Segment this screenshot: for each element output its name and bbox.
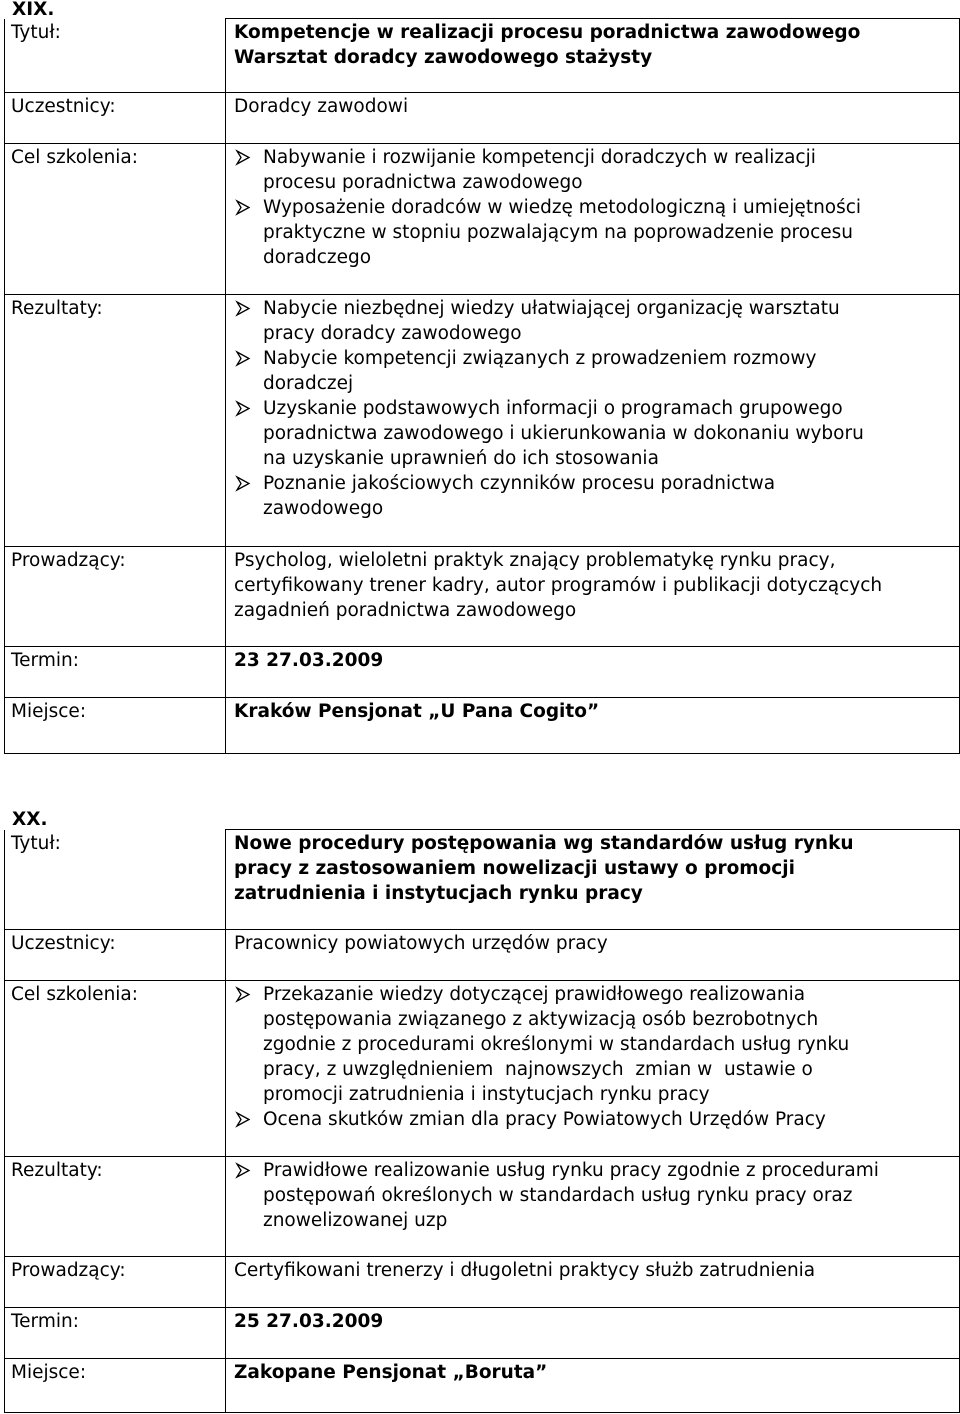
- list-item: [234, 982, 955, 1107]
- arrow-bullet-icon: [234, 195, 254, 220]
- list-item: [234, 195, 955, 270]
- date-value: 25 27.03.2009: [226, 1308, 960, 1359]
- training-title: [226, 830, 960, 930]
- line: pracy doradcy zawodowego: [263, 323, 522, 344]
- participants-label: Uczestnicy:: [5, 930, 226, 981]
- title-line: Nowe procedury postępowania wg standardów usług rynku: [234, 833, 854, 854]
- line: doradczej: [263, 373, 354, 394]
- goal-list: [226, 144, 960, 295]
- line: zawodowego: [263, 498, 384, 519]
- goal-label: Cel szkolenia:: [5, 981, 226, 1157]
- results-list: [226, 295, 960, 547]
- list-item: [234, 145, 955, 195]
- leader-label: Prowadzący:: [5, 547, 226, 647]
- leader-value: [226, 547, 960, 647]
- line: certyfikowany trener kadry, autor programów i publikacji dotyczących: [234, 575, 883, 596]
- title-label: Tytuł:: [5, 19, 226, 93]
- training-entry-xix: [4, 18, 960, 754]
- line: pracy, z uwzględnieniem najnowszych zmian w ustawie o: [263, 1059, 813, 1080]
- arrow-bullet-icon: [234, 1158, 254, 1183]
- participants-value: Pracownicy powiatowych urzędów pracy: [226, 930, 960, 981]
- training-entry-xx: [4, 829, 960, 1413]
- line: znowelizowanej uzp: [263, 1210, 448, 1231]
- line: na uzyskanie uprawnień do ich stosowania: [263, 448, 659, 469]
- line: Certyfikowani trenerzy i długoletni praktycy służb zatrudnienia: [234, 1260, 816, 1281]
- arrow-bullet-icon: [234, 982, 254, 1007]
- title-line: Warsztat doradcy zawodowego stażysty: [234, 47, 653, 68]
- results-label: Rezultaty:: [5, 1157, 226, 1257]
- leader-label: Prowadzący:: [5, 1257, 226, 1308]
- line: Uzyskanie podstawowych informacji o programach grupowego: [263, 398, 843, 419]
- line: Przekazanie wiedzy dotyczącej prawidłowego realizowania: [263, 984, 806, 1005]
- date-label: Termin:: [5, 647, 226, 698]
- results-list: [226, 1157, 960, 1257]
- list-item: [234, 1107, 955, 1132]
- training-title: [226, 19, 960, 93]
- line: procesu poradnictwa zawodowego: [263, 172, 583, 193]
- results-label: Rezultaty:: [5, 295, 226, 547]
- line: promocji zatrudnienia i instytucjach rynku pracy: [263, 1084, 710, 1105]
- line: Nabycie kompetencji związanych z prowadzeniem rozmowy: [263, 348, 817, 369]
- list-item: [234, 471, 955, 521]
- list-item: [234, 296, 955, 346]
- participants-label: Uczestnicy:: [5, 93, 226, 144]
- line: zgodnie z procedurami określonymi w standardach usług rynku: [263, 1034, 850, 1055]
- line: Nabycie niezbędnej wiedzy ułatwiającej organizację warsztatu: [263, 298, 840, 319]
- arrow-bullet-icon: [234, 296, 254, 321]
- line: Psycholog, wieloletni praktyk znający problematykę rynku pracy,: [234, 550, 836, 571]
- line: doradczego: [263, 247, 372, 268]
- list-item: [234, 346, 955, 396]
- line: postępowania związanego z aktywizacją osób bezrobotnych: [263, 1009, 819, 1030]
- section-number: XX.: [12, 809, 48, 830]
- leader-value: [226, 1257, 960, 1308]
- line: postępowań określonych w standardach usług rynku pracy oraz: [263, 1185, 853, 1206]
- line: praktyczne w stopniu pozwalającym na poprowadzenie procesu: [263, 222, 853, 243]
- goal-list: [226, 981, 960, 1157]
- place-value: Kraków Pensjonat „U Pana Cogito”: [226, 698, 960, 754]
- title-line: pracy z zastosowaniem nowelizacji ustawy o promocji: [234, 858, 795, 879]
- line: Prawidłowe realizowanie usług rynku pracy zgodnie z procedurami: [263, 1160, 879, 1181]
- arrow-bullet-icon: [234, 396, 254, 421]
- title-label: Tytuł:: [5, 830, 226, 930]
- goal-label: Cel szkolenia:: [5, 144, 226, 295]
- place-label: Miejsce:: [5, 698, 226, 754]
- arrow-bullet-icon: [234, 346, 254, 371]
- line: Wyposażenie doradców w wiedzę metodologiczną i umiejętności: [263, 197, 862, 218]
- line: Poznanie jakościowych czynników procesu poradnictwa: [263, 473, 776, 494]
- line: poradnictwa zawodowego i ukierunkowania w dokonaniu wyboru: [263, 423, 864, 444]
- list-item: [234, 1158, 955, 1233]
- place-value: Zakopane Pensjonat „Boruta”: [226, 1359, 960, 1413]
- title-line: Kompetencje w realizacji procesu poradnictwa zawodowego: [234, 22, 861, 43]
- line: zagadnień poradnictwa zawodowego: [234, 600, 577, 621]
- line: Nabywanie i rozwijanie kompetencji doradczych w realizacji: [263, 147, 816, 168]
- title-line: zatrudnienia i instytucjach rynku pracy: [234, 883, 643, 904]
- arrow-bullet-icon: [234, 1107, 254, 1132]
- participants-value: Doradcy zawodowi: [226, 93, 960, 144]
- date-value: 23 27.03.2009: [226, 647, 960, 698]
- arrow-bullet-icon: [234, 145, 254, 170]
- place-label: Miejsce:: [5, 1359, 226, 1413]
- arrow-bullet-icon: [234, 471, 254, 496]
- section-number: XIX.: [12, 0, 55, 20]
- date-label: Termin:: [5, 1308, 226, 1359]
- list-item: [234, 396, 955, 471]
- line: Ocena skutków zmian dla pracy Powiatowych Urzędów Pracy: [263, 1109, 826, 1130]
